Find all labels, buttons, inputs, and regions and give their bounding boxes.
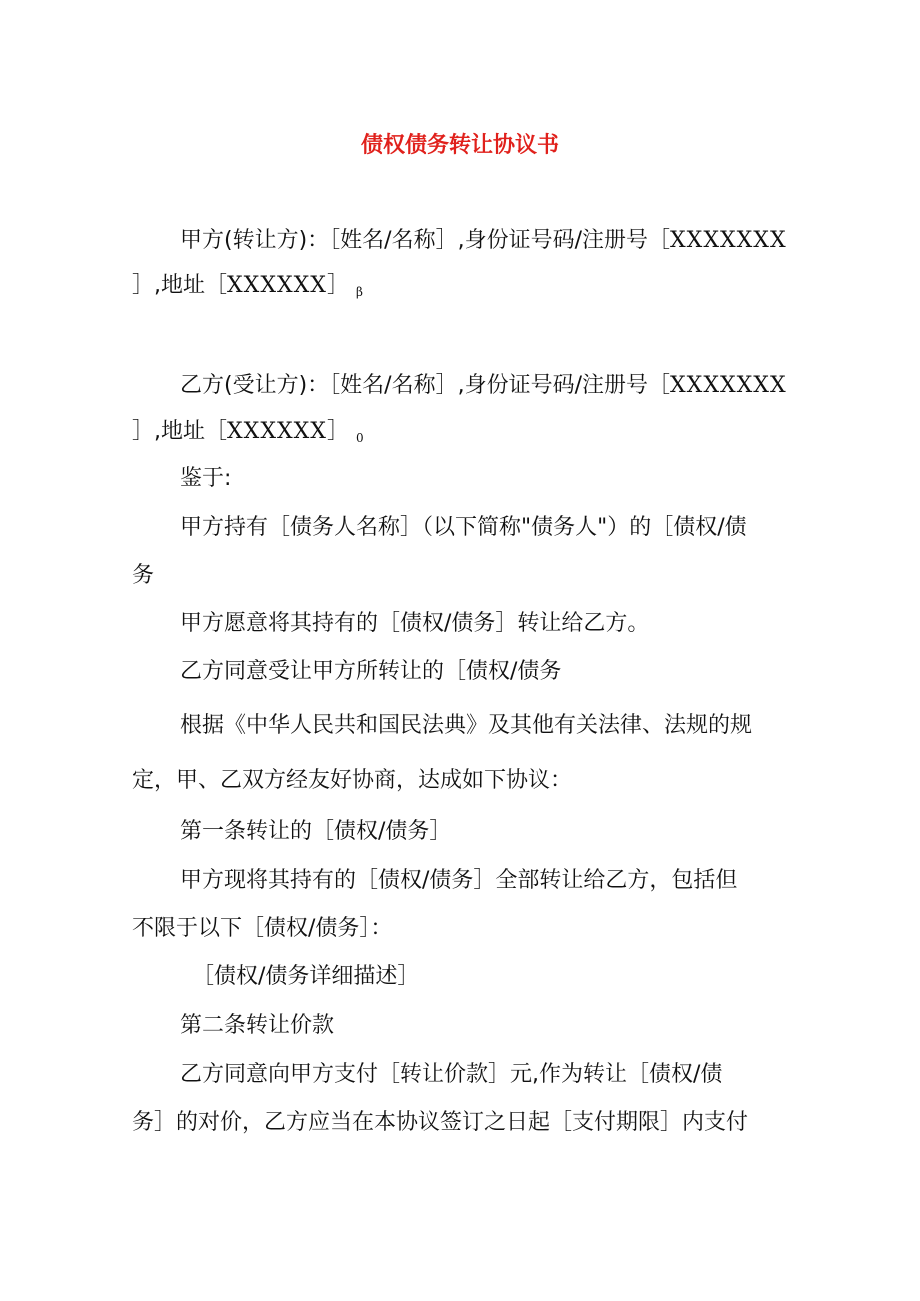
party-a-line-1 xyxy=(180,226,787,256)
party-b-line-2 xyxy=(132,417,364,453)
party-a-address: XXXXXX xyxy=(227,273,327,298)
party-b-addr-close: ］ xyxy=(326,419,349,444)
body-line: 第一条转让的［债权/债务］ xyxy=(180,819,452,844)
party-b-text: 乙方(受让方)：［姓名/名称］,身份证号码/注册号［ xyxy=(180,373,670,398)
party-a-mark: β xyxy=(356,285,363,299)
body-line: 甲方持有［债务人名称］（以下简称"债务人"）的［债权/债 xyxy=(180,515,747,540)
party-a-text: 甲方(转让方)：［姓名/名称］,身份证号码/注册号［ xyxy=(180,228,670,253)
party-b-addr-open: ］,地址［ xyxy=(132,419,227,444)
body-line: 鉴于: xyxy=(180,466,232,491)
body-line: 第二条转让价款 xyxy=(180,1013,335,1038)
party-a-id: XXXXXXX xyxy=(670,228,787,253)
body-line: 根据《中华人民共和国民法典》及其他有关法律、法规的规 xyxy=(180,713,753,738)
document-title: 债权债务转让协议书 xyxy=(360,133,559,158)
party-b-address: XXXXXX xyxy=(227,419,327,444)
party-a-addr-open: ］,地址［ xyxy=(132,273,227,298)
body-line: 甲方愿意将其持有的［债权/债务］转让给乙方。 xyxy=(180,611,650,636)
body-line: 甲方现将其持有的［债权/债务］全部转让给乙方，包括但 xyxy=(180,868,738,893)
party-b-line-1 xyxy=(180,371,787,401)
party-b-mark: 0 xyxy=(356,431,364,445)
body-line: 乙方同意向甲方支付［转让价款］元,作为转让［债权/债 xyxy=(180,1062,723,1087)
body-line: ［债权/债务详细描述］ xyxy=(192,964,420,989)
party-b-id: XXXXXXX xyxy=(670,373,787,398)
body-line: 定，甲、乙双方经友好协商，达成如下协议： xyxy=(132,768,573,793)
body-line: 不限于以下［债权/债务］： xyxy=(132,916,393,941)
body-line: 务］的对价，乙方应当在本协议签订之日起［支付期限］内支付 xyxy=(132,1110,749,1135)
body-line: 乙方同意受让甲方所转让的［债权/债务 xyxy=(180,659,562,684)
party-a-addr-close: ］ xyxy=(326,273,349,298)
body-line: 务 xyxy=(132,563,155,588)
party-a-line-2 xyxy=(132,271,363,307)
